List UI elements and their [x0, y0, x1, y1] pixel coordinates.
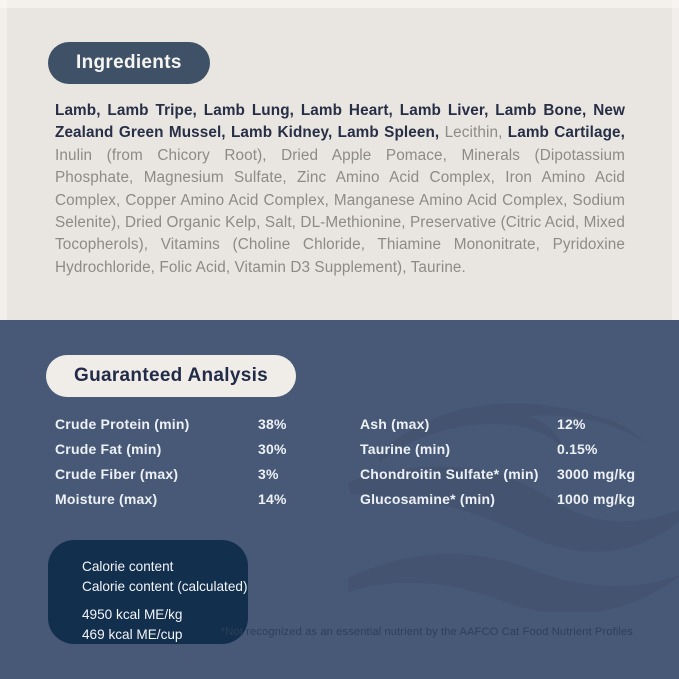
ingredients-segment-regular-2: Inulin (from Chicory Root), Dried Apple Pomace, Minerals (Dipotassium Phosphate, Magnesium Sulfate, Zinc Amino Acid Complex, Iron Amino Acid Complex, Copper Amino Acid Complex, Manganese Amino Acid Complex, Sodium Selenite), Dried Organic Kelp, Salt, DL-Methionine, Preservative (Citric Acid, Mixed Tocopherols), Vitamins (Choline Chloride, Thiamine Mononitrate, Pyridoxine Hydrochloride, Folic Acid, Vitamin D3 Supplement), Taurine. — [55, 146, 625, 276]
analysis-label: Glucosamine* (min) — [360, 491, 496, 507]
calorie-spacer — [82, 596, 234, 605]
analysis-value: 14% — [258, 491, 287, 507]
analysis-value: 3000 mg/kg — [557, 466, 636, 482]
analysis-label: Crude Fiber (max) — [55, 466, 179, 482]
ingredients-segment-bold-1: Lamb, Lamb Tripe, Lamb Lung, Lamb Heart, Lamb Liver, Lamb Bone, New Zealand Green Mussel, Lamb Kidney, Lamb Spleen, — [55, 102, 625, 142]
guaranteed-analysis-section — [0, 320, 679, 679]
analysis-value: 38% — [258, 416, 287, 432]
ingredients-section — [0, 0, 679, 320]
analysis-label: Ash (max) — [360, 416, 430, 432]
analysis-label: Taurine (min) — [360, 441, 451, 457]
calorie-value-per-kg: 4950 kcal ME/kg — [82, 607, 183, 622]
analysis-label: Chondroitin Sulfate* (min) — [360, 466, 539, 482]
analysis-label: Crude Fat (min) — [55, 441, 162, 457]
guaranteed-analysis-table — [55, 412, 655, 512]
analysis-value: 12% — [557, 416, 586, 432]
calorie-subtitle: Calorie content (calculated) — [82, 578, 248, 594]
analysis-label: Crude Protein (min) — [55, 416, 190, 432]
guaranteed-analysis-heading-pill — [46, 355, 296, 397]
analysis-value: 0.15% — [557, 441, 598, 457]
ingredients-segment-regular-1: Lecithin, — [439, 124, 508, 142]
analysis-value: 1000 mg/kg — [557, 491, 636, 507]
calorie-value-per-cup: 469 kcal ME/cup — [82, 626, 183, 642]
aafco-footnote: *Not recognized as an essential nutrient by the AAFCO Cat Food Nutrient Profiles — [220, 626, 633, 638]
analysis-label: Moisture (max) — [55, 491, 158, 507]
guaranteed-analysis-heading-label: Guaranteed Analysis — [74, 365, 269, 386]
ingredients-list — [55, 100, 625, 279]
calorie-content-box — [48, 540, 248, 644]
ingredients-segment-bold-2: Lamb Cartilage, — [507, 124, 625, 142]
ingredients-heading-label: Ingredients — [76, 52, 182, 73]
calorie-title: Calorie content — [82, 559, 174, 574]
ingredients-heading-pill — [48, 42, 210, 84]
analysis-value: 3% — [258, 466, 279, 482]
analysis-value: 30% — [258, 441, 287, 457]
